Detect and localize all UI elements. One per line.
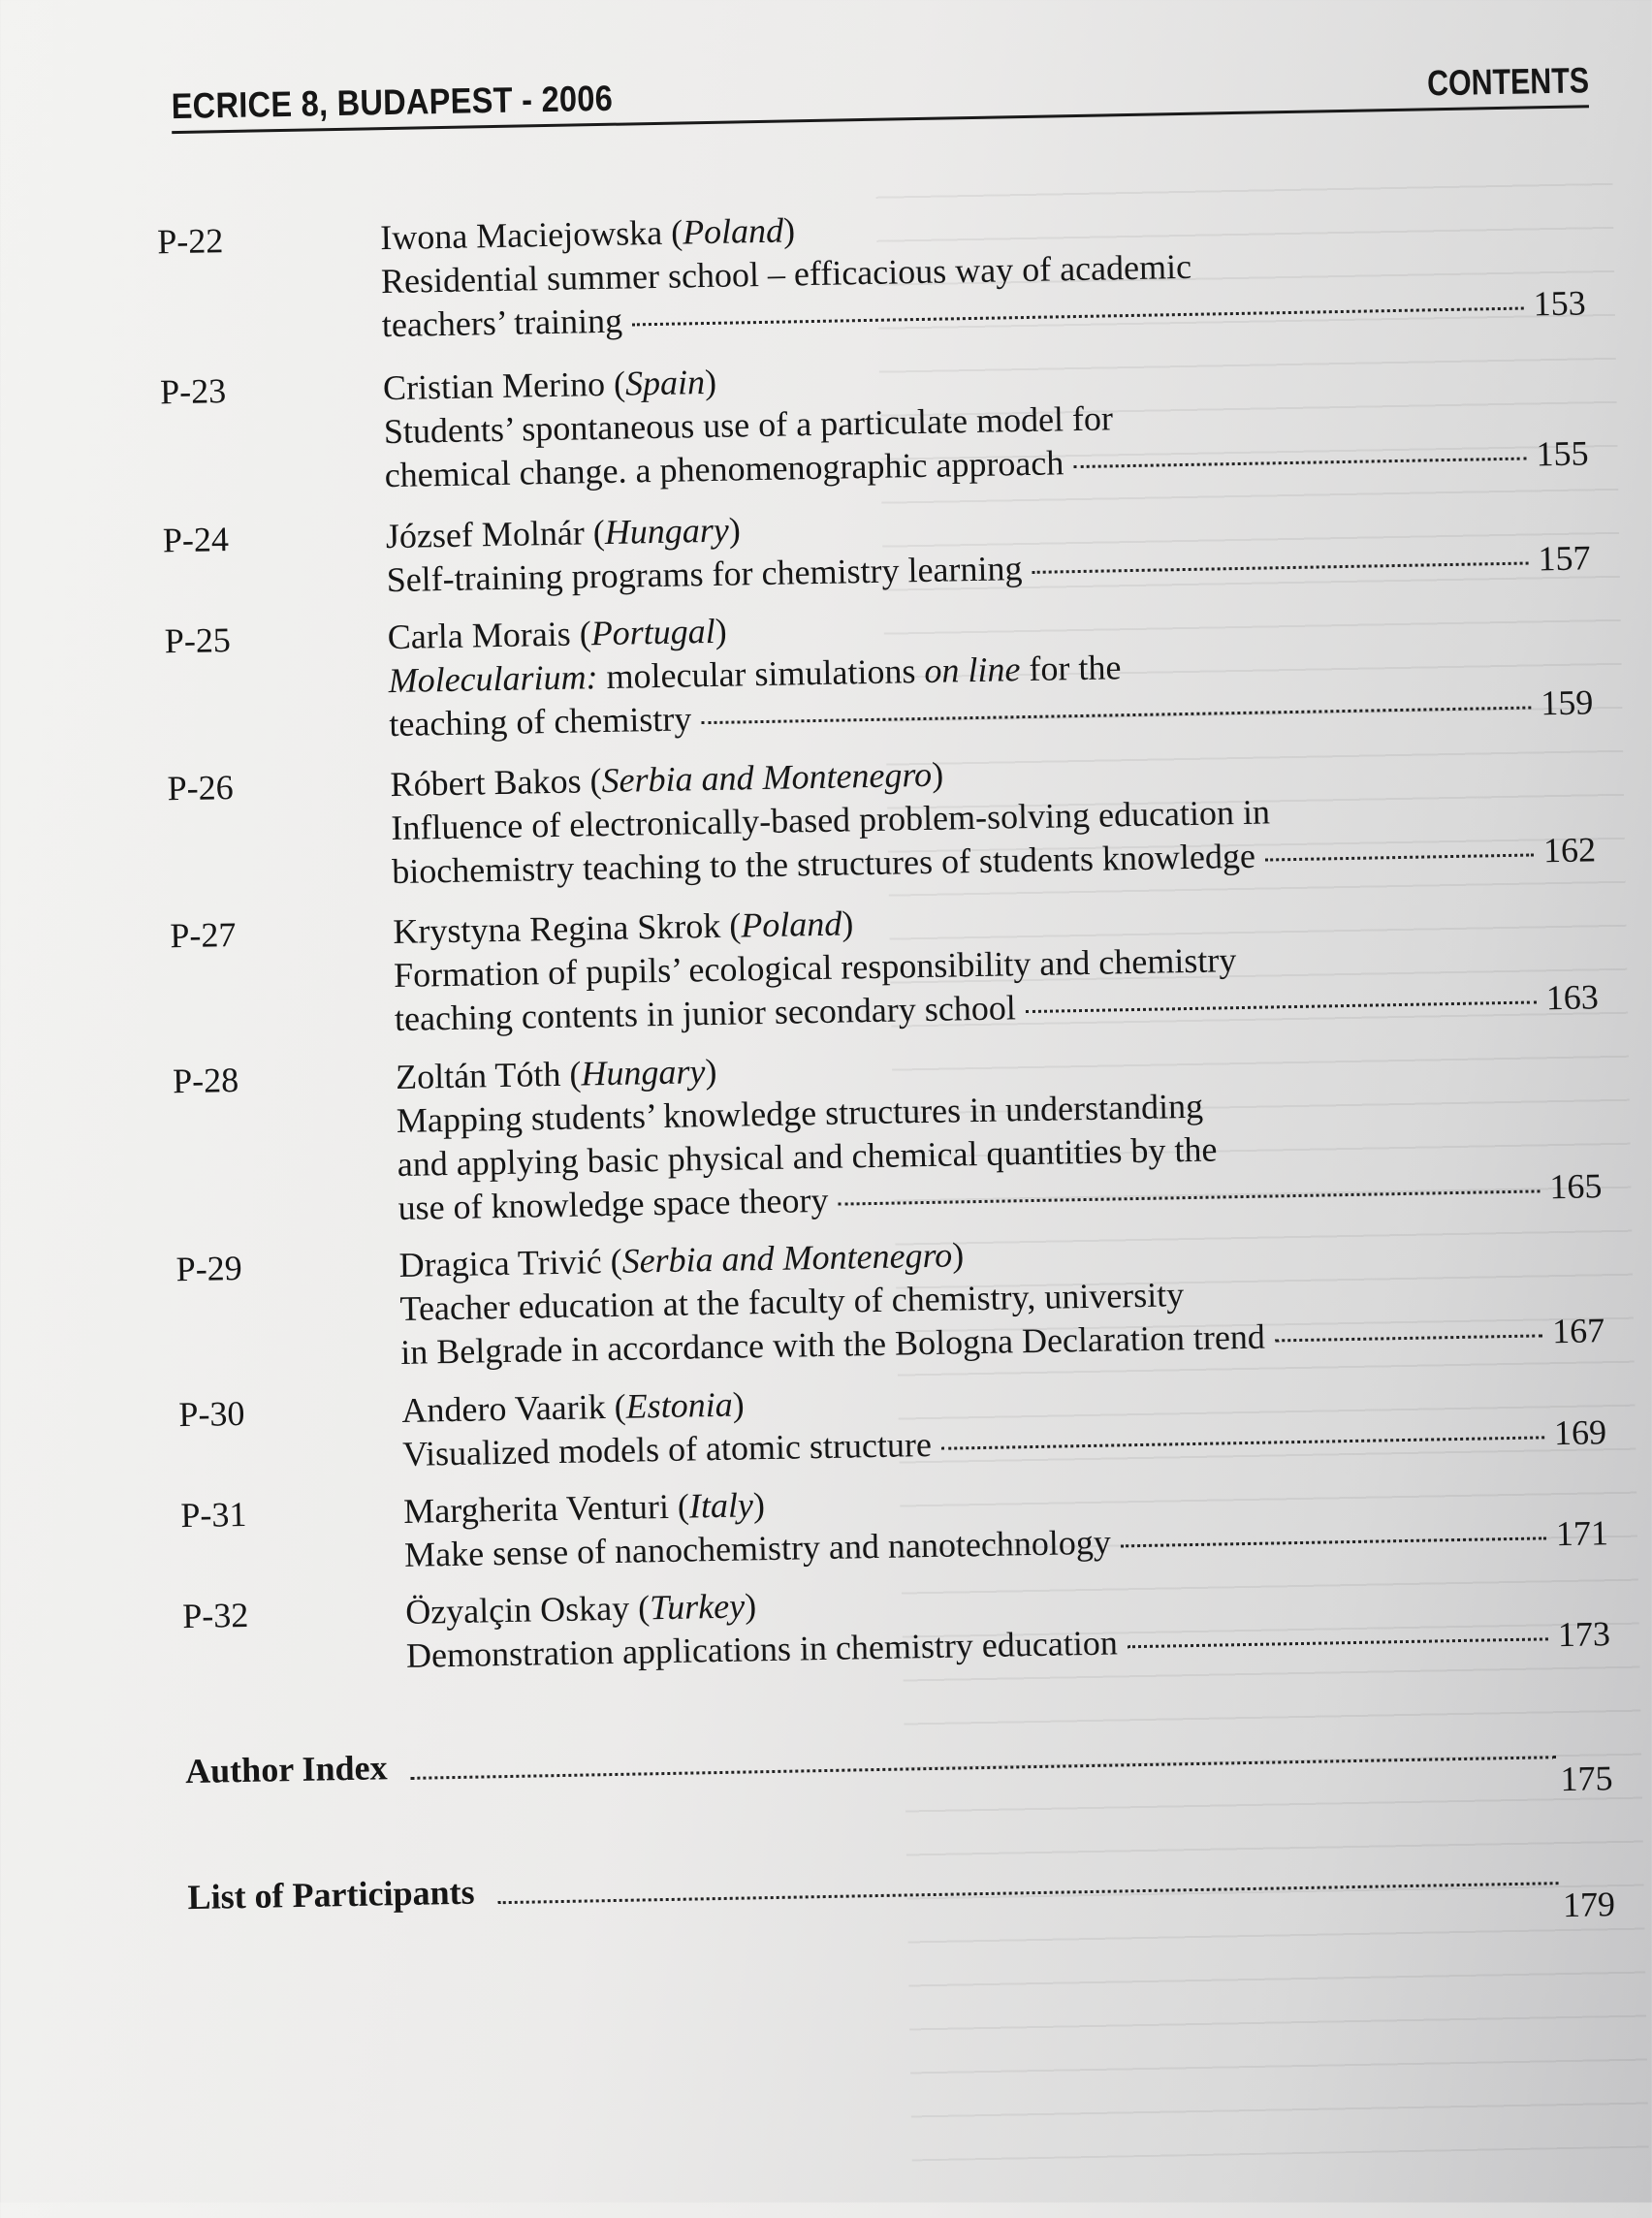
toc-entry <box>159 344 1589 495</box>
entry-author-line: Cristian Merino (Spain) <box>382 362 717 408</box>
entry-page-number: 157 <box>1538 538 1591 579</box>
entry-body <box>398 1221 1604 1375</box>
entry-country: Turkey <box>649 1586 746 1628</box>
entry-body <box>390 741 1596 894</box>
entry-title-line: Molecularium: molecular simulations on line for the <box>388 648 1122 701</box>
entry-title-line: Teacher education at the faculty of chemistry, university <box>399 1275 1185 1328</box>
entry-page-number: 165 <box>1549 1166 1603 1207</box>
entry-author-line: Andero Vaarik (Estonia) <box>401 1384 746 1430</box>
entry-code: P-27 <box>170 915 237 956</box>
entry-author: Margherita Venturi <box>402 1486 670 1531</box>
participants-row <box>187 1850 1616 1925</box>
entry-title-line: Formation of pupils’ ecological responsibility and chemistry <box>393 940 1237 996</box>
entry-country: Hungary <box>604 510 730 552</box>
dot-leader <box>632 307 1524 327</box>
entry-title-end: teaching of chemistry <box>389 699 692 745</box>
dot-leader <box>1265 853 1534 861</box>
toc-entry <box>172 1033 1603 1227</box>
entry-country: Serbia and Montenegro <box>621 1235 953 1281</box>
author-index-row <box>184 1724 1613 1799</box>
entry-title-end: Make sense of nanochemistry and nanotechnology <box>403 1522 1112 1574</box>
entry-title-line: Influence of electronically-based problem-solving education in <box>391 792 1271 848</box>
dot-leader <box>411 1756 1556 1780</box>
entry-country: Poland <box>740 903 842 945</box>
entry-author-line: Margherita Venturi (Italy) <box>402 1485 766 1531</box>
entry-author: Carla Morais <box>387 614 572 657</box>
entry-code: P-32 <box>181 1595 249 1636</box>
dot-leader <box>1026 1000 1537 1013</box>
entry-code: P-28 <box>172 1060 239 1101</box>
entry-title-line: Students’ spontaneous use of a particulate model for <box>383 398 1114 452</box>
entry-title-end: Demonstration applications in chemistry education <box>405 1623 1119 1675</box>
entry-country: Italy <box>688 1485 754 1526</box>
entry-author-line: Carla Morais (Portugal) <box>387 611 728 657</box>
entry-title-end: teaching contents in junior secondary school <box>394 988 1017 1039</box>
entry-title-end: use of knowledge space theory <box>397 1180 829 1227</box>
dot-leader <box>1121 1537 1546 1547</box>
toc-entry <box>167 741 1597 892</box>
toc-entry <box>170 888 1600 1039</box>
entry-page-number: 171 <box>1555 1513 1609 1554</box>
dot-leader <box>1128 1637 1548 1648</box>
participants-page: 179 <box>1562 1885 1616 1925</box>
running-header-title: ECRICE 8, BUDAPEST - 2006 <box>171 78 614 127</box>
entry-body <box>380 194 1586 347</box>
entry-title-end: Self-training programs for chemistry learning <box>386 549 1023 600</box>
entry-code: P-26 <box>167 768 234 808</box>
running-header <box>171 47 1589 134</box>
entry-body <box>383 344 1589 497</box>
entry-author-line: Özyalçin Oskay (Turkey) <box>404 1586 757 1632</box>
entry-author-line: Iwona Maciejowska (Poland) <box>379 210 796 258</box>
entry-author: Dragica Trivić <box>398 1242 602 1284</box>
entry-title-line: and applying basic physical and chemical quantities by the <box>397 1129 1218 1184</box>
entry-author: József Molnár <box>385 513 586 556</box>
entry-title-end: chemical change. a phenomenographic approach <box>384 443 1064 495</box>
entry-author-line: József Molnár (Hungary) <box>385 510 742 556</box>
entry-body <box>405 1568 1610 1678</box>
entry-page-number: 162 <box>1542 830 1597 871</box>
participants-entry <box>187 1850 1616 1925</box>
entry-author: Özyalçin Oskay <box>404 1588 630 1632</box>
entry-body <box>403 1468 1608 1577</box>
entry-page-number: 167 <box>1551 1311 1605 1351</box>
entry-author: Krystyna Regina Skrok <box>393 905 721 952</box>
entry-title-end: teachers’ training <box>381 301 623 345</box>
toc-entry <box>181 1568 1611 1675</box>
entry-author: Cristian Merino <box>382 364 606 408</box>
dot-leader <box>498 1882 1559 1904</box>
entry-code: P-23 <box>159 371 227 412</box>
dot-leader <box>838 1189 1540 1205</box>
entry-code: P-22 <box>156 221 224 262</box>
dot-leader <box>1073 458 1526 469</box>
entry-country: Portugal <box>590 611 716 653</box>
entry-country: Poland <box>682 210 784 252</box>
entry-body <box>393 888 1599 1041</box>
entry-page-number: 169 <box>1553 1412 1607 1453</box>
participants-label: List of Participants <box>187 1872 475 1917</box>
entry-code: P-29 <box>175 1248 243 1289</box>
dot-leader <box>1275 1334 1542 1342</box>
entry-title-line: Mapping students’ knowledge structures in understanding <box>396 1086 1204 1141</box>
entry-title-line: Residential summer school – efficacious way of academic <box>380 246 1192 301</box>
entry-body <box>401 1367 1606 1476</box>
entry-code: P-25 <box>164 620 232 661</box>
entry-author: Andero Vaarik <box>401 1387 607 1430</box>
running-header-section: CONTENTS <box>1426 60 1589 104</box>
dot-leader <box>941 1436 1544 1449</box>
entry-title-end: Visualized models of atomic structure <box>401 1424 933 1473</box>
entry-country: Hungary <box>581 1052 706 1093</box>
entry-country: Spain <box>624 363 706 403</box>
author-index-entry <box>184 1724 1613 1799</box>
entry-author-line: Róbert Bakos (Serbia and Montenegro) <box>390 754 944 805</box>
toc-entry <box>175 1221 1605 1372</box>
entry-title-end: in Belgrade in accordance with the Bologna Declaration trend <box>399 1316 1266 1372</box>
toc-entry <box>164 593 1594 745</box>
toc-entry <box>180 1468 1609 1574</box>
toc-entry <box>156 194 1587 345</box>
entry-page-number: 159 <box>1540 682 1594 723</box>
entry-page-number: 163 <box>1545 977 1600 1018</box>
entry-page-number: 155 <box>1536 433 1589 474</box>
entry-author-line: Dragica Trivić (Serbia and Montenegro) <box>398 1235 965 1284</box>
entry-author: Róbert Bakos <box>390 761 582 805</box>
entry-author-line: Zoltán Tóth (Hungary) <box>395 1051 717 1097</box>
entry-body <box>385 492 1590 602</box>
entry-title-end: biochemistry teaching to the structures of students knowledge <box>391 836 1256 892</box>
entry-author-line: Krystyna Regina Skrok (Poland) <box>393 903 854 952</box>
entry-code: P-30 <box>178 1393 245 1435</box>
dot-leader <box>701 706 1531 724</box>
entry-body <box>396 1033 1603 1230</box>
entry-author: Iwona Maciejowska <box>379 212 663 258</box>
toc-entry <box>162 492 1591 600</box>
entry-code: P-24 <box>162 520 230 560</box>
entry-code: P-31 <box>180 1494 247 1536</box>
author-index-page: 175 <box>1560 1759 1613 1799</box>
toc-entry <box>178 1367 1607 1473</box>
entry-country: Serbia and Montenegro <box>601 754 933 801</box>
author-index-label: Author Index <box>184 1748 388 1791</box>
entry-page-number: 153 <box>1533 283 1587 324</box>
entry-country: Estonia <box>625 1384 734 1426</box>
entry-author: Zoltán Tóth <box>395 1054 561 1097</box>
dot-leader <box>1032 562 1528 574</box>
entry-page-number: 173 <box>1557 1614 1611 1655</box>
entry-body <box>387 593 1593 746</box>
